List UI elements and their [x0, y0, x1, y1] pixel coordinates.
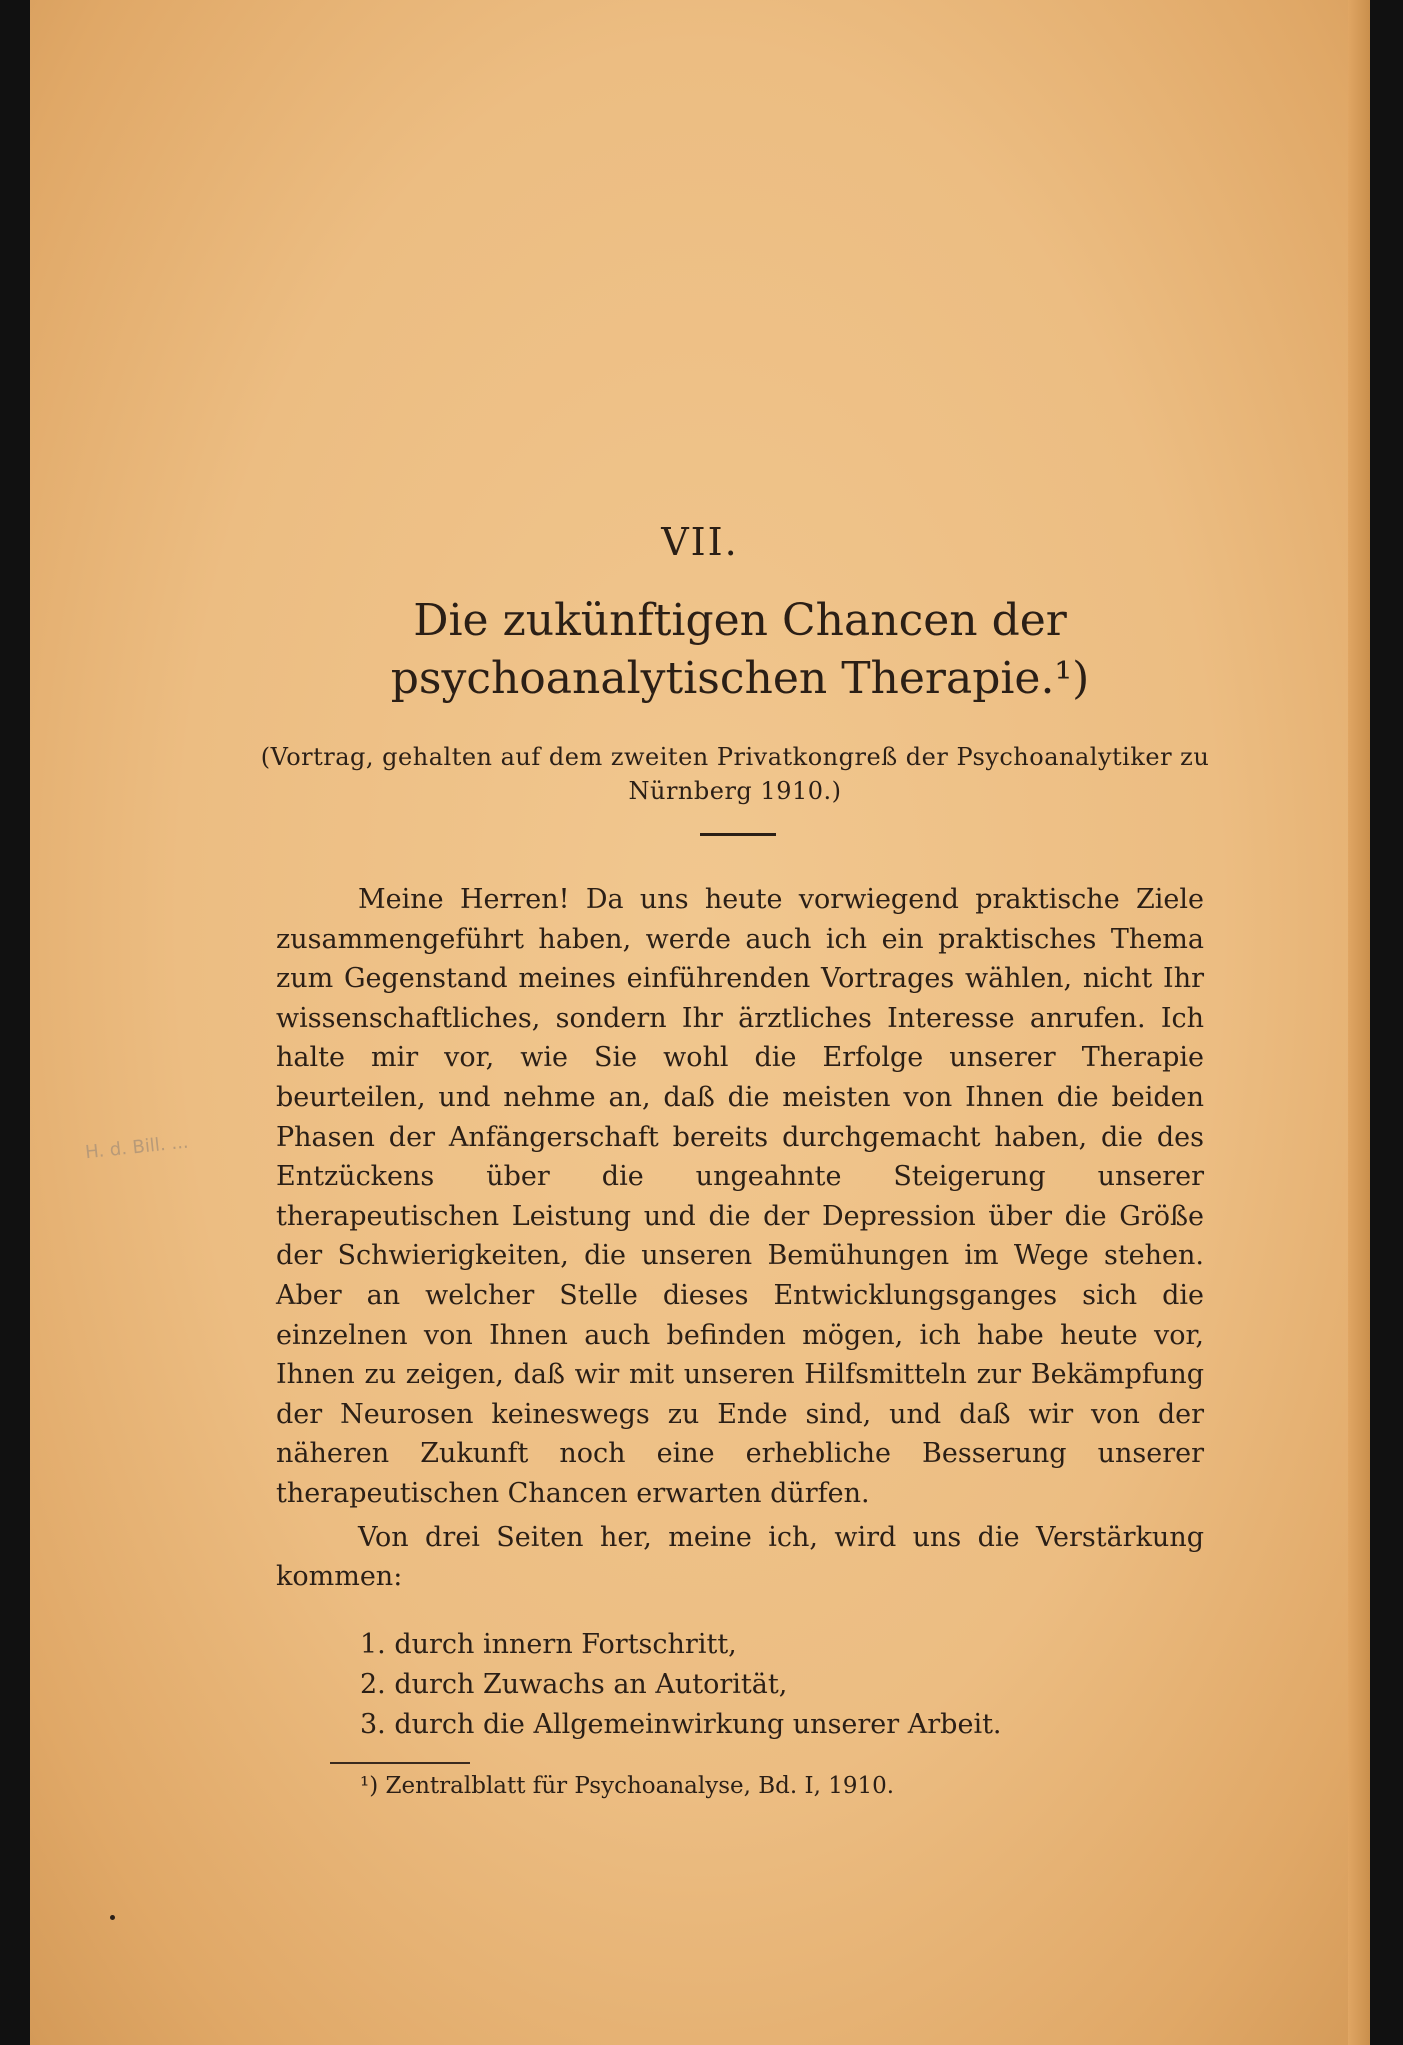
list-item: 3. durch die Allgemeinwirkung unserer Arbeit.	[360, 1709, 1002, 1740]
paragraph: Meine Herren! Da uns heute vorwiegend praktische Ziele zusammengeführt haben, werde auch ich ein praktisches Thema zum Gegenstand meines einführenden Vortrages wählen, nicht Ihr wissenschaftliches, sondern Ihr ärztliches Interesse anrufen. Ich halte mir vor, wie Sie wohl die Erfolge unserer Therapie beurteilen, und nehme an, daß die meisten von Ihnen die beiden Phasen der Anfängerschaft bereits durchgemacht haben, die des Entzückens über die ungeahnte Steigerung unserer therapeutischen Leistung und die der Depression über die Größe der Schwierigkeiten, die unseren Bemühungen im Wege stehen. Aber an welcher Stelle dieses Entwicklungsganges sich die einzelnen von Ihnen auch befinden mögen, ich habe heute vor, Ihnen zu zeigen, daß wir mit unseren Hilfsmitteln zur Bekämpfung der Neurosen keineswegs zu Ende sind, und daß wir von der näheren Zukunft noch eine erhebliche Besserung unserer therapeutischen Chancen erwarten dürfen.	[276, 884, 1204, 1509]
footnote: ¹) Zentralblatt für Psychoanalyse, Bd. I, 1910.	[360, 1773, 895, 1799]
handwritten-margin-note: H. d. Bill. ...	[84, 1131, 190, 1164]
footnote-divider	[330, 1762, 470, 1764]
body-text	[276, 880, 1204, 1597]
paragraph: Von drei Seiten her, meine ich, wird uns die Verstärkung kommen:	[276, 1521, 1204, 1593]
list-item: 1. durch innern Fortschritt,	[360, 1629, 737, 1660]
chapter-subtitle: (Vortrag, gehalten auf dem zweiten Privatkongreß der Psychoanalytiker zu Nürnberg 1910.)	[260, 743, 1210, 805]
numbered-list	[360, 1625, 1002, 1745]
chapter-title: Die zukünftigen Chancen der psychoanalytischen Therapie.¹)	[390, 595, 1090, 704]
title-divider	[700, 833, 776, 836]
book-page	[30, 0, 1370, 2045]
chapter-number: VII.	[661, 520, 739, 564]
page-edge-shadow	[1348, 0, 1370, 2045]
ink-speck	[110, 1915, 115, 1920]
list-item: 2. durch Zuwachs an Autorität,	[360, 1669, 788, 1700]
